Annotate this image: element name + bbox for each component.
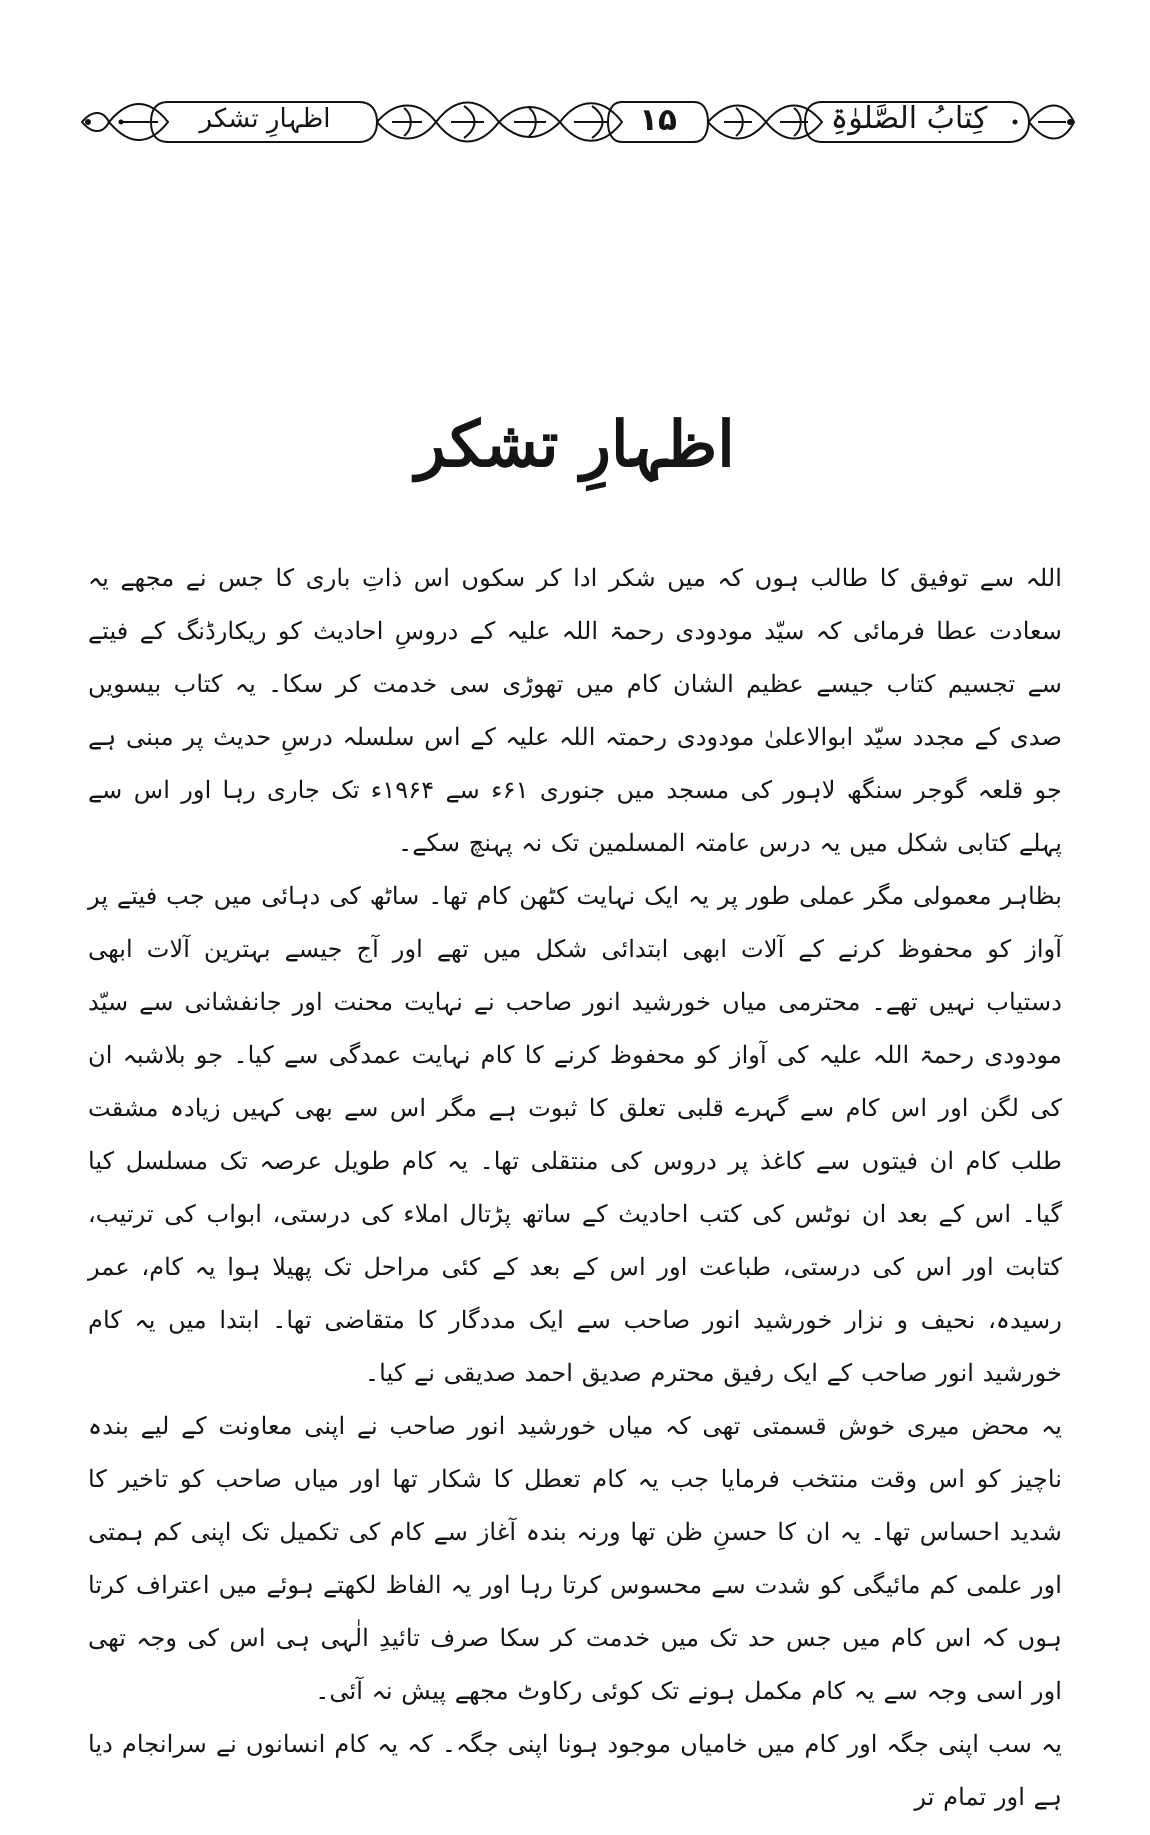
page-number: ۱۵	[639, 102, 677, 138]
paragraph-4: یہ سب اپنی جگہ اور کام میں خامیاں موجود ہونا اپنی جگہ۔ کہ یہ کام انسانوں نے سرانجام دیا ہے اور تمام تر	[88, 1730, 1062, 1811]
paragraph-1: اللہ سے توفیق کا طالب ہوں کہ میں شکر ادا کر سکوں اس ذاتِ باری کا جس نے مجھے یہ سعادت عطا فرمائی کہ سیّد مودودی رحمۃ اللہ علیہ کے دروسِ احادیث کو ریکارڈنگ کے فیتے سے تجسیم کتاب جیسے عظیم الشان کام میں تھوڑی سی خدمت کر سکا۔ یہ کتاب بیسویں صدی کے مجدد سیّد ابوالاعلیٰ مودودی رحمتہ اللہ علیہ کے اس سلسلہ درسِ حدیث پر مبنی ہے جو قلعہ گوجر سنگھ لاہور کی مسجد میں جنوری ۶۱ء سے ۱۹۶۴ء تک جاری رہا اور اس سے پہلے کتابی شکل میں یہ درس عامتہ المسلمین تک نہ پہنچ سکے۔	[88, 564, 1062, 857]
paragraph-3: یہ محض میری خوش قسمتی تھی کہ میاں خورشید انور صاحب نے اپنی معاونت کے لیے بندہ ناچیز کو اس وقت منتخب فرمایا جب یہ کام تعطل کا شکار تھا اور میاں صاحب کو تاخیر کا شدید احساس تھا۔ یہ ان کا حسنِ ظن تھا ورنہ بندہ آغاز سے کام کی تکمیل تک اپنی کم ہمتی اور علمی کم مائیگی کو شدت سے محسوس کرتا رہا اور یہ الفاظ لکھتے ہوئے میں اعتراف کرتا ہوں کہ اس کام میں جس حد تک میں خدمت کر سکا صرف تائیدِ الٰہی ہی اس کی وجہ تھی اور اسی وجہ سے یہ کام مکمل ہونے تک کوئی رکاوٹ مجھے پیش نہ آئی۔	[88, 1412, 1062, 1705]
book-title: کِتابُ الصَّلوٰۃِ	[830, 101, 988, 136]
running-title: اظہارِ تشکر	[199, 104, 331, 134]
page-title: اظہارِ تشکر	[415, 407, 735, 481]
paragraph-2: بظاہر معمولی مگر عملی طور پر یہ ایک نہایت کٹھن کام تھا۔ ساٹھ کی دہائی میں جب فیتے پر آواز کو محفوظ کرنے کے آلات ابھی ابتدائی شکل میں تھے اور آج جیسے بہترین آلات ابھی دستیاب نہیں تھے۔ محترمی میاں خورشید انور صاحب نے نہایت محنت اور جانفشانی سے سیّد مودودی رحمۃ اللہ علیہ کی آواز کو محفوظ کرنے کا کام نہایت عمدگی سے کیا۔ جو بلاشبہ ان کی لگن اور اس کام سے گہرے قلبی تعلق کا ثبوت ہے مگر اس سے بھی کہیں زیادہ مشقت طلب کام ان فیتوں سے کاغذ پر دروس کی منتقلی تھا۔ یہ کام طویل عرصہ تک مسلسل کیا گیا۔ اس کے بعد ان نوٹس کی کتب احادیث کے ساتھ پڑتال املاء کی درستی، ابواب کی ترتیب، کتابت اور اس کی درستی، طباعت اور اس کے بعد کے کئی مراحل تک پھیلا ہوا یہ کام، عمر رسیدہ، نحیف و نزار خورشید انور صاحب سے ایک مددگار کا متقاضی تھا۔ ابتدا میں یہ کام خورشید انور صاحب کے ایک رفیق محترم صدیق احمد صدیقی نے کیا۔	[88, 882, 1062, 1387]
acknowledgement-text	[88, 552, 1062, 1824]
page-header	[74, 88, 1076, 156]
